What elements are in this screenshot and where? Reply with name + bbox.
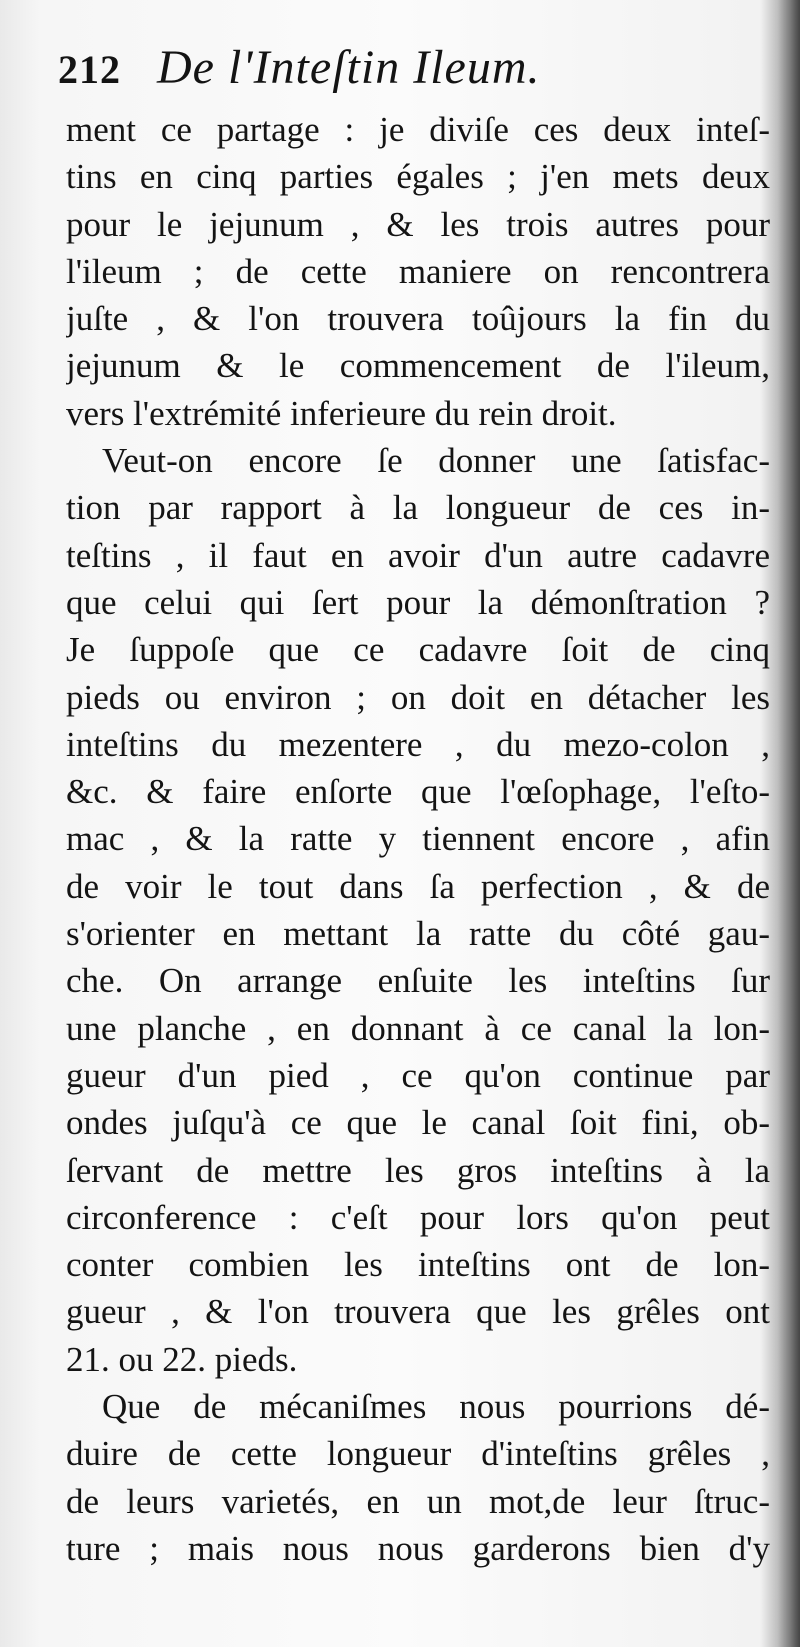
text-line: mac , & la ratte y tiennent encore , afin bbox=[66, 819, 770, 859]
text-line: s'orienter en mettant la ratte du côté gau- bbox=[66, 914, 770, 954]
text-line: de leurs varietés, en un mot,de leur ſtruc- bbox=[66, 1481, 770, 1521]
text-line: conter combien les inteſtins ont de lon- bbox=[66, 1245, 770, 1285]
text-line: inteſtins du mezentere , du mezo-colon , bbox=[66, 724, 770, 764]
page-gutter-shadow bbox=[778, 0, 800, 1647]
text-line: tins en cinq parties égales ; j'en mets deux bbox=[66, 157, 770, 197]
text-line: pieds ou environ ; on doit en détacher les bbox=[66, 677, 770, 717]
text-line: l'ileum ; de cette maniere on rencontrera bbox=[66, 251, 770, 291]
page-header bbox=[58, 40, 541, 110]
text-line: vers l'extrémité inferieure du rein droit. bbox=[66, 393, 617, 433]
text-line: ment ce partage : je diviſe ces deux inteſ- bbox=[66, 110, 770, 149]
page-number: 212 bbox=[58, 47, 121, 92]
running-title: De l'Inteſtin Ileum. bbox=[157, 41, 541, 94]
text-line: Que de mécaniſmes nous pourrions dé- bbox=[102, 1387, 770, 1427]
text-line: pour le jejunum , & les trois autres pour bbox=[66, 204, 770, 244]
text-line: de voir le tout dans ſa perfection , & de bbox=[66, 866, 770, 906]
text-line: circonference : c'eſt pour lors qu'on peut bbox=[66, 1197, 770, 1237]
text-line: ondes juſqu'à ce que le canal ſoit fini, ob- bbox=[66, 1103, 770, 1143]
text-line: une planche , en donnant à ce canal la lon- bbox=[66, 1008, 770, 1048]
text-line: que celui qui ſert pour la démonſtration ? bbox=[66, 582, 770, 622]
text-line: juſte , & l'on trouvera toûjours la fin du bbox=[66, 299, 770, 339]
body-text bbox=[66, 106, 770, 1572]
text-line: che. On arrange enſuite les inteſtins ſur bbox=[66, 961, 770, 1001]
text-line: 21. ou 22. pieds. bbox=[66, 1339, 298, 1379]
text-line: jejunum & le commencement de l'ileum, bbox=[66, 346, 770, 386]
paragraph bbox=[66, 1383, 770, 1572]
text-line: &c. & faire enſorte que l'œſophage, l'eſto- bbox=[66, 772, 770, 812]
paragraph bbox=[66, 437, 770, 1383]
text-line: gueur d'un pied , ce qu'on continue par bbox=[66, 1055, 770, 1095]
text-line: ſervant de mettre les gros inteſtins à la bbox=[66, 1150, 770, 1190]
text-line: Je ſuppoſe que ce cadavre ſoit de cinq bbox=[66, 630, 770, 670]
text-line: teſtins , il faut en avoir d'un autre cadavre bbox=[66, 535, 770, 575]
text-line: ture ; mais nous nous garderons bien d'y bbox=[66, 1528, 770, 1568]
text-line: gueur , & l'on trouvera que les grêles ont bbox=[66, 1292, 770, 1332]
text-line: duire de cette longueur d'inteſtins grêles , bbox=[66, 1434, 770, 1474]
text-line: Veut-on encore ſe donner une ſatisfac- bbox=[102, 441, 770, 481]
paragraph bbox=[66, 106, 770, 437]
text-line: tion par rapport à la longueur de ces in- bbox=[66, 488, 770, 528]
